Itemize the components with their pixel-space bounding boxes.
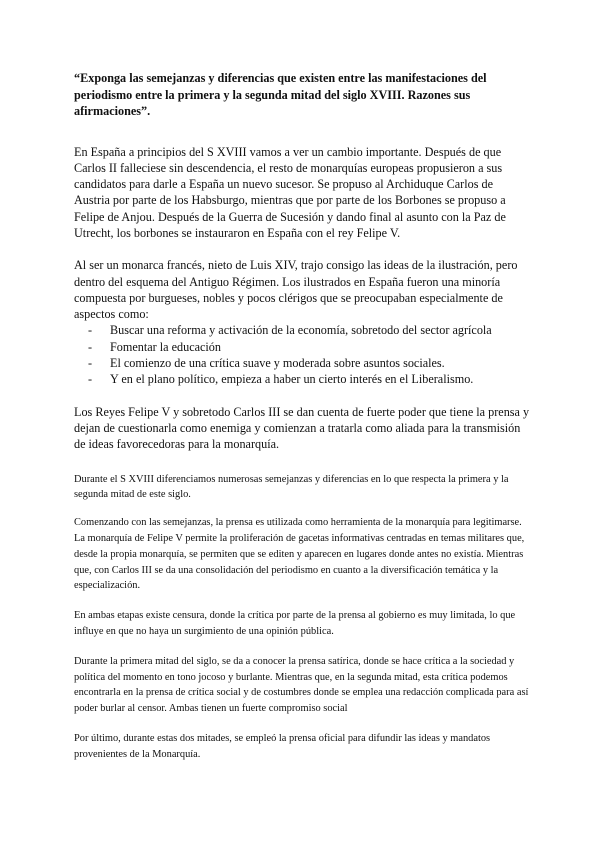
list-item — [74, 371, 530, 387]
list-item-text: El comienzo de una crítica suave y moderada sobre asuntos sociales. — [110, 356, 445, 371]
paragraph-censorship: En ambas etapas existe censura, donde la crítica por parte de la prensa al gobierno es muy limitada, lo que influye en que no haya un surgimiento de una opinión pública. — [74, 610, 516, 637]
list-item — [74, 322, 530, 338]
paragraph-official-press: Por último, durante estas dos mitades, se empleó la prensa oficial para difundir las ideas y mandatos provenientes de la Monarquía. — [74, 732, 491, 760]
aspects-list — [74, 322, 530, 387]
essay-question-title: “Exponga las semejanzas y diferencias que existen entre las manifestaciones del periodismo entre la primera y la segunda mitad del siglo XVIII. Razones sus afirmaciones”. — [74, 71, 487, 118]
list-dash: - — [88, 372, 93, 387]
list-dash: - — [88, 356, 93, 371]
list-item-text: Buscar una reforma y activación de la economía, sobretodo del sector agrícola — [110, 323, 492, 338]
paragraph-kings-press: Los Reyes Felipe V y sobretodo Carlos III se dan cuenta de fuerte poder que tiene la prensa y dejan de cuestionarla como enemiga y comienzan a tratarla como aliada para la transmisión de ideas favorecedoras para la monarquía. — [74, 404, 530, 452]
paragraph-similarities: Comenzando con las semejanzas, la prensa es utilizada como herramienta de la monarquía para legitimarse. La monarquía de Felipe V permite la proliferación de gacetas informativas centradas en temas militares que, desde la propia monarquía, se permiten que se editen y aparecen en lugares donde antes no existía. Mientras que, con Carlos III se da una consolidación del periodismo en cuanto a la diversificación temática y la especialización. — [74, 517, 525, 592]
list-dash: - — [88, 339, 93, 354]
list-item-text: Fomentar la educación — [110, 339, 221, 354]
paragraph-succession: En España a principios del S XVIII vamos a ver un cambio importante. Después de que Carlos II falleciese sin descendencia, el resto de monarquías europeas propusieron a sus candidatos para darle a España un nuevo sucesor. Se propuso al Archiduque Carlos de Austria por parte de los Habsburgo, mientras que por parte de los Borbones se propuso a Felipe de Anjou. Después de la Guerra de Sucesión y dando final al asunto con la Paz de Utrecht, los borbones se instauraron en España con el rey Felipe V. — [74, 144, 506, 240]
paragraph-enlightenment: Al ser un monarca francés, nieto de Luis XIV, trajo consigo las ideas de la ilustración, pero dentro del esquema del Antiguo Régimen. Los ilustrados en España fueron una minoría compuesta por burgueses, nobles y pocos clérigos que se preocupaban especialmente de aspectos como: — [74, 258, 518, 322]
paragraph-satirical-press: Durante la primera mitad del siglo, se da a conocer la prensa satírica, donde se hace crítica a la sociedad y política del momento en tono jocoso y burlante. Mientras que, en la segunda mitad, esta crítica podemos encontrarla en la prensa de crítica social y de costumbres donde se emplea una redacción complicada para así poder burlar al censor. Ambas tienen un fuerte compromiso social — [74, 655, 529, 715]
paragraph-overview: Durante el S XVIII diferenciamos numerosas semejanzas y diferencias en lo que respecta la primera y la segunda mitad de este siglo. — [74, 473, 509, 501]
list-item — [74, 339, 530, 355]
list-item — [74, 355, 530, 371]
list-item-text: Y en el plano político, empieza a haber un cierto interés en el Liberalismo. — [110, 372, 474, 387]
list-dash: - — [88, 323, 93, 338]
